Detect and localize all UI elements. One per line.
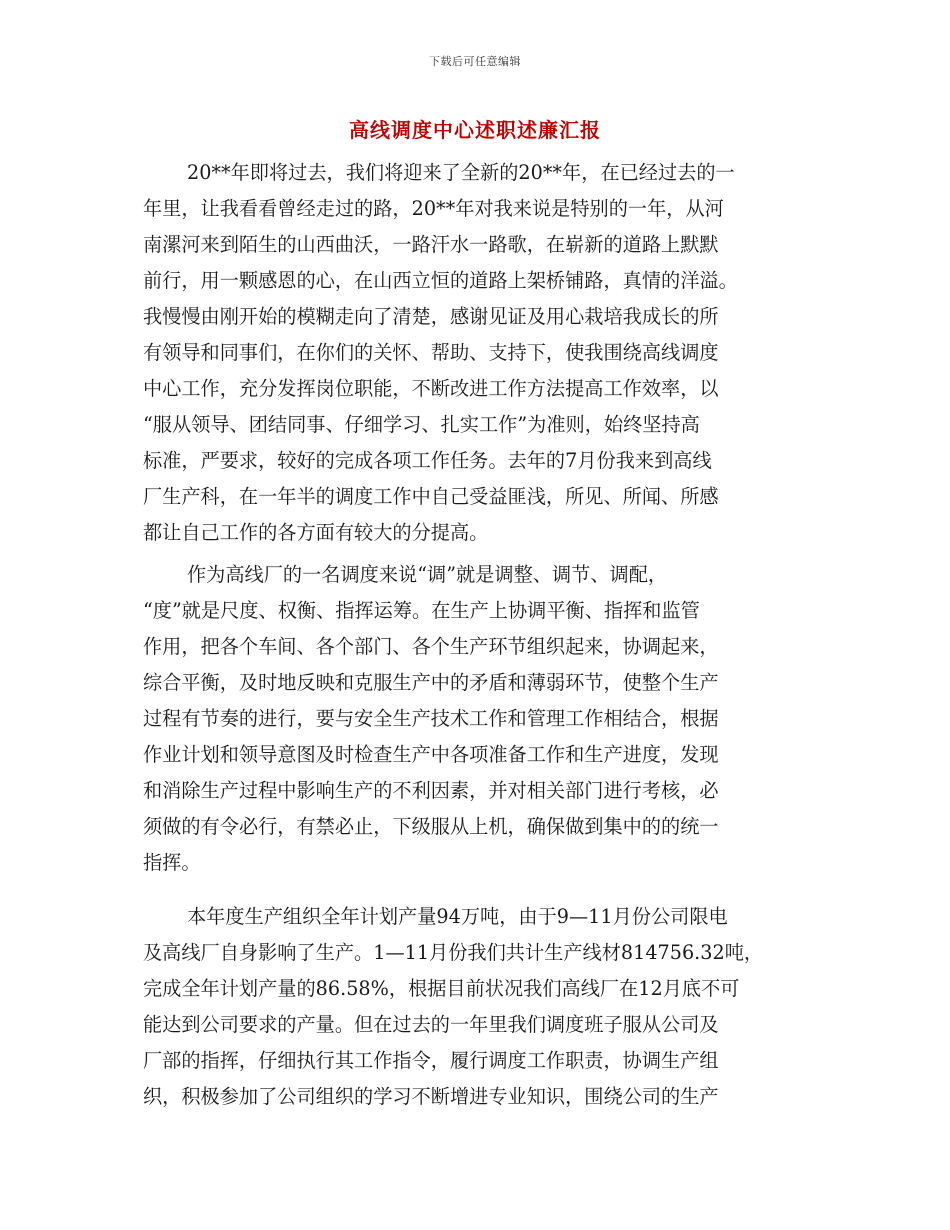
- text-line: 作业计划和领导意图及时检查生产中各项准备工作和生产进度，发现: [143, 743, 719, 766]
- text-line: “服从领导、团结同事、仔细学习、扎实工作”为准则，始终坚持高: [143, 413, 700, 436]
- text-line: 作为高线厂的一名调度来说“调”就是调整、调节、调配，: [187, 563, 668, 586]
- text-line: 前行，用一颗感恩的心，在山西立恒的道路上架桥铺路，真情的洋溢。: [143, 269, 738, 292]
- text-line: 有领导和同事们，在你们的关怀、帮助、支持下，使我围绕高线调度: [143, 341, 719, 364]
- text-line: 标准，严要求，较好的完成各项工作任务。去年的7月份我来到高线: [143, 449, 712, 472]
- text-line: 过程有节奏的进行，要与安全生产技术工作和管理工作相结合，根据: [143, 707, 719, 730]
- text-line: 中心工作，充分发挥岗位职能，不断改进工作方法提高工作效率，以: [143, 377, 719, 400]
- text-line: 及高线厂自身影响了生产。1—11月份我们共计生产线材814756.32吨，: [143, 941, 764, 964]
- document-body: [143, 155, 815, 1215]
- text-line: 作用，把各个车间、各个部门、各个生产环节组织起来，协调起来，: [143, 635, 719, 658]
- text-line: 和消除生产过程中影响生产的不利因素，并对相关部门进行考核，必: [143, 779, 719, 802]
- text-line: 本年度生产组织全年计划产量94万吨，由于9—11月份公司限电: [187, 905, 728, 928]
- text-line: 我慢慢由刚开始的模糊走向了清楚，感谢见证及用心栽培我成长的所: [143, 305, 719, 328]
- text-line: 南漯河来到陌生的山西曲沃，一路汗水一路歌，在崭新的道路上默默: [143, 233, 719, 256]
- text-line: “度”就是尺度、权衡、指挥运筹。在生产上协调平衡、指挥和监管: [143, 599, 700, 622]
- text-line: 都让自己工作的各方面有较大的分提高。: [143, 521, 489, 544]
- text-line: 须做的有令必行，有禁必止，下级服从上机，确保做到集中的的统一: [143, 815, 719, 838]
- text-line: 年里，让我看看曾经走过的路，20**年对我来说是特别的一年，从河: [143, 197, 724, 220]
- header-note: 下载后可任意编辑: [429, 55, 521, 68]
- text-line: 指挥。: [143, 851, 201, 874]
- text-line: 厂部的指挥，仔细执行其工作指令，履行调度工作职责，协调生产组: [143, 1049, 719, 1072]
- text-line: 完成全年计划产量的86.58%，根据目前状况我们高线厂在12月底不可: [143, 977, 740, 1000]
- document-title: 高线调度中心述职述廉汇报: [349, 118, 601, 142]
- text-line: 综合平衡，及时地反映和克服生产中的矛盾和薄弱环节，使整个生产: [143, 671, 719, 694]
- text-line: 20**年即将过去，我们将迎来了全新的20**年，在已经过去的一: [187, 161, 735, 184]
- text-line: 能达到公司要求的产量。但在过去的一年里我们调度班子服从公司及: [143, 1013, 719, 1036]
- text-line: 织，积极参加了公司组织的学习不断增进专业知识，围绕公司的生产: [143, 1085, 719, 1108]
- text-line: 厂生产科，在一年半的调度工作中自己受益匪浅，所见、所闻、所感: [143, 485, 719, 508]
